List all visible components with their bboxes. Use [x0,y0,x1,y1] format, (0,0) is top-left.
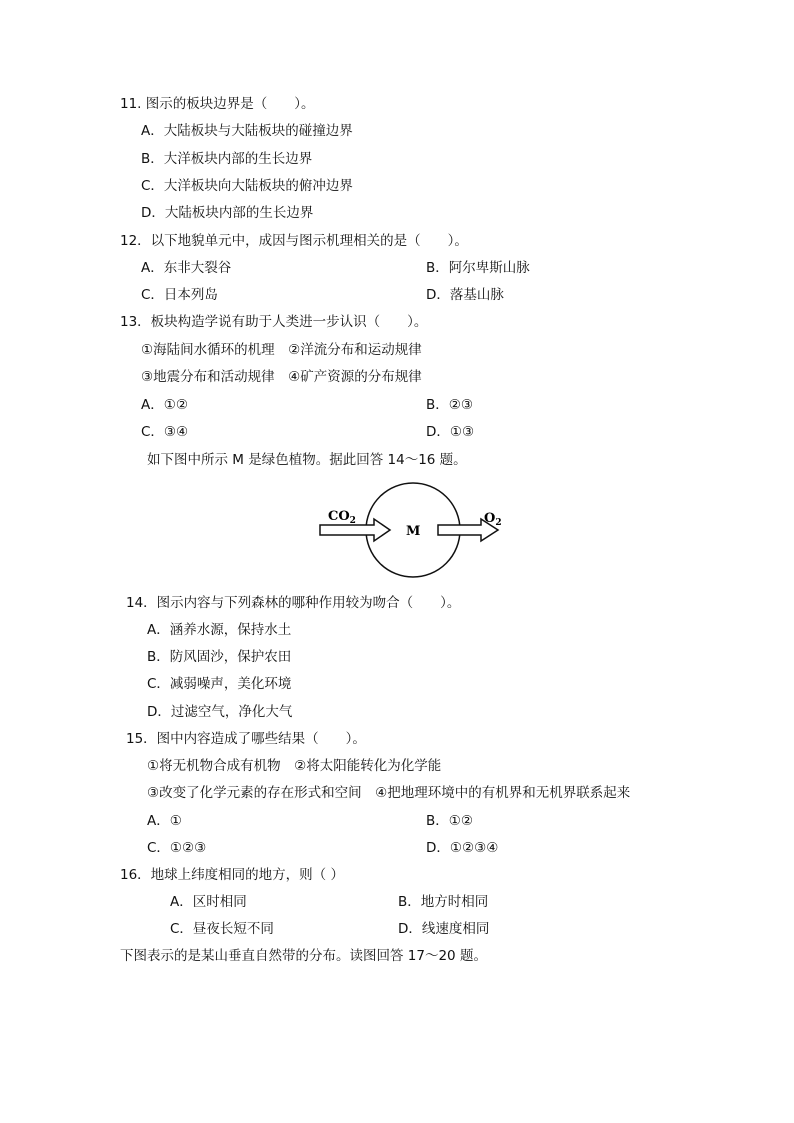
q13-items-2: ③地震分布和活动规律 ④矿产资源的分布规律 [141,369,422,385]
q12-stem: 12．以下地貌单元中，成因与图示机理相关的是（ ）。 [120,233,468,249]
q14-option-d: D．过滤空气，净化大气 [147,704,293,720]
q13-option-b: B．②③ [426,397,473,413]
q15-option-b: B．①② [426,813,473,829]
q14-option-a: A．涵养水源，保持水土 [147,622,292,638]
q11-option-a: A．大陆板块与大陆板块的碰撞边界 [141,123,353,139]
q11-option-d: D．大陆板块内部的生长边界 [141,205,314,221]
q15-items-1: ①将无机物合成有机物 ②将太阳能转化为化学能 [147,758,442,774]
q13-option-d: D．①③ [426,424,475,440]
q15-option-d: D．①②③④ [426,840,499,856]
m-label: M [406,524,421,539]
q11-option-c: C．大洋板块向大陆板块的俯冲边界 [141,178,353,194]
q16-option-b: B．地方时相同 [398,894,489,910]
q16-option-a: A．区时相同 [170,894,247,910]
q13-option-a: A．①② [141,397,188,413]
o2-label: $O_2$ [484,511,502,528]
q11-option-b: B．大洋板块内部的生长边界 [141,151,313,167]
q14-stem: 14．图示内容与下列森林的哪种作用较为吻合（ ）。 [126,595,461,611]
q12-option-a: A．东非大裂谷 [141,260,232,276]
q16-stem: 16．地球上纬度相同的地方，则（ ） [120,867,344,883]
q11-stem: 11. 图示的板块边界是（ ）。 [120,96,315,112]
q12-option-b: B．阿尔卑斯山脉 [426,260,530,276]
q14-option-b: B．防风固沙，保护农田 [147,649,292,665]
q13-stem: 13．板块构造学说有助于人类进一步认识（ ）。 [120,314,428,330]
intro-14-16: 如下图中所示 M 是绿色植物。据此回答 14～16 题。 [147,452,467,468]
q15-items-2: ③改变了化学元素的存在形式和空间 ④把地理环境中的有机界和无机界联系起来 [147,785,631,801]
q13-items-1: ①海陆间水循环的机理 ②洋流分布和运动规律 [141,342,422,358]
q13-option-c: C．③④ [141,424,189,440]
photosynthesis-diagram [318,480,508,580]
intro-17-20: 下图表示的是某山垂直自然带的分布。读图回答 17～20 题。 [120,948,487,964]
q16-option-c: C．昼夜长短不同 [170,921,274,937]
q15-option-c: C．①②③ [147,840,207,856]
q15-stem: 15．图中内容造成了哪些结果（ ）。 [126,731,366,747]
q16-option-d: D．线速度相同 [398,921,490,937]
q12-option-d: D．落基山脉 [426,287,504,303]
q15-option-a: A．① [147,813,182,829]
q12-option-c: C．日本列岛 [141,287,218,303]
co2-label: $CO_2$ [328,509,356,526]
q14-option-c: C．减弱噪声，美化环境 [147,676,292,692]
